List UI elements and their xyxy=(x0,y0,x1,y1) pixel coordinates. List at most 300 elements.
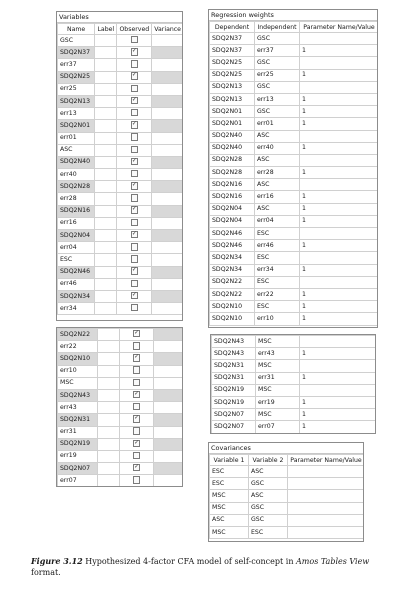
parameter-value-cell[interactable]: 1 xyxy=(300,396,377,408)
covariances-panel xyxy=(208,442,364,542)
variance-cell[interactable] xyxy=(152,47,183,59)
regression-row[interactable] xyxy=(210,240,379,252)
variables-panel xyxy=(56,11,183,321)
variable-label[interactable] xyxy=(95,156,117,168)
variable-row[interactable] xyxy=(58,205,184,217)
variance-cell[interactable] xyxy=(154,329,184,341)
regression-row[interactable] xyxy=(210,167,379,179)
dependent-cell: SDQ2N13 xyxy=(210,81,255,93)
observed-checkbox[interactable] xyxy=(131,255,139,263)
variable-row[interactable] xyxy=(58,414,184,426)
variable-label[interactable] xyxy=(95,254,117,266)
parameter-value-cell[interactable] xyxy=(300,252,379,264)
col-dependent-header[interactable]: Dependent xyxy=(210,22,255,33)
variable-row[interactable] xyxy=(58,59,184,71)
variance-cell[interactable] xyxy=(154,450,184,462)
observed-cell xyxy=(117,217,152,229)
parameter-value-cell[interactable]: 1 xyxy=(300,240,379,252)
observed-checkbox[interactable] xyxy=(131,304,139,312)
variance-cell[interactable] xyxy=(152,71,183,83)
regression-row[interactable] xyxy=(210,313,379,325)
variable-label[interactable] xyxy=(95,303,117,315)
variable-row[interactable] xyxy=(58,254,184,266)
regression-row[interactable] xyxy=(210,191,379,203)
variable-row[interactable] xyxy=(58,475,184,487)
cov-parameter-cell[interactable] xyxy=(288,526,365,538)
regression-row[interactable] xyxy=(210,179,379,191)
observed-checkbox[interactable] xyxy=(131,194,139,202)
observed-checkbox[interactable] xyxy=(131,60,139,68)
variable-row[interactable] xyxy=(58,71,184,83)
cov-parameter-cell[interactable] xyxy=(288,490,365,502)
regression-row[interactable] xyxy=(210,106,379,118)
dependent-cell: SDQ2N40 xyxy=(210,130,255,142)
independent-cell: GSC xyxy=(255,57,300,69)
regression-row[interactable] xyxy=(210,142,379,154)
observed-cell xyxy=(120,426,154,438)
variance-cell[interactable] xyxy=(154,475,184,487)
variable-name: ASC xyxy=(58,144,95,156)
variable-label[interactable] xyxy=(95,181,117,193)
variable-name: err01 xyxy=(58,132,95,144)
parameter-value-cell[interactable]: 1 xyxy=(300,191,379,203)
regression-row[interactable] xyxy=(210,130,379,142)
regression-row[interactable] xyxy=(210,215,379,227)
variable-row[interactable] xyxy=(58,463,184,475)
cov-parameter-cell[interactable] xyxy=(288,478,365,490)
variance-cell[interactable] xyxy=(154,426,184,438)
independent-cell: MSC xyxy=(256,360,300,372)
variance-cell[interactable] xyxy=(154,463,184,475)
variable-label[interactable] xyxy=(95,169,117,181)
variable-name: err19 xyxy=(58,450,98,462)
variable-name: SDQ2N16 xyxy=(58,205,95,217)
observed-checkbox-checked[interactable]: ✓ xyxy=(134,439,139,446)
covariance-row[interactable] xyxy=(210,502,365,514)
parameter-value-cell[interactable] xyxy=(300,276,379,288)
variance-cell[interactable] xyxy=(152,290,183,302)
variance-cell[interactable] xyxy=(152,120,183,132)
observed-cell xyxy=(117,290,152,302)
observed-checkbox-checked[interactable]: ✓ xyxy=(132,121,137,128)
independent-cell: ASC xyxy=(255,154,300,166)
regression-row[interactable] xyxy=(210,264,379,276)
observed-cell xyxy=(117,47,152,59)
variable-name: MSC xyxy=(58,377,98,389)
variable-label[interactable] xyxy=(95,132,117,144)
regression-weights-panel xyxy=(208,9,378,328)
variable-label[interactable] xyxy=(98,402,120,414)
variance-cell[interactable] xyxy=(152,217,183,229)
variance-cell[interactable] xyxy=(152,303,183,315)
observed-checkbox-checked[interactable]: ✓ xyxy=(134,390,139,397)
parameter-value-cell[interactable]: 1 xyxy=(300,69,379,81)
variable1-cell: ASC xyxy=(210,514,249,526)
col-label-header[interactable]: Label xyxy=(95,24,117,35)
independent-cell: err01 xyxy=(255,118,300,130)
variable-label[interactable] xyxy=(98,438,120,450)
variable-label[interactable] xyxy=(98,389,120,401)
regression-row[interactable] xyxy=(210,118,379,130)
regression-row[interactable] xyxy=(212,421,377,433)
observed-checkbox-checked[interactable]: ✓ xyxy=(134,463,139,470)
variable-label[interactable] xyxy=(95,278,117,290)
parameter-value-cell[interactable]: 1 xyxy=(300,215,379,227)
parameter-value-cell[interactable]: 1 xyxy=(300,93,379,105)
variance-cell[interactable] xyxy=(154,365,184,377)
variance-cell[interactable] xyxy=(152,95,183,107)
dependent-cell: SDQ2N46 xyxy=(210,228,255,240)
col-variable2-header[interactable]: Variable 2 xyxy=(249,455,288,466)
variable2-cell: ASC xyxy=(249,466,288,478)
variable-label[interactable] xyxy=(98,377,120,389)
dependent-cell: SDQ2N25 xyxy=(210,69,255,81)
variable-label[interactable] xyxy=(95,266,117,278)
variance-cell[interactable] xyxy=(154,402,184,414)
covariance-row[interactable] xyxy=(210,514,365,526)
observed-checkbox[interactable] xyxy=(133,379,141,387)
regression-row[interactable] xyxy=(212,360,377,372)
parameter-value-cell[interactable]: 1 xyxy=(300,288,379,300)
variable-name: SDQ2N28 xyxy=(58,181,95,193)
covariance-row[interactable] xyxy=(210,466,365,478)
parameter-value-cell[interactable]: 1 xyxy=(300,118,379,130)
parameter-value-cell[interactable]: 1 xyxy=(300,45,379,57)
variable-row[interactable] xyxy=(58,377,184,389)
observed-checkbox[interactable] xyxy=(131,243,139,251)
col-variance-header[interactable]: Variance xyxy=(152,24,183,35)
variance-cell[interactable] xyxy=(154,353,184,365)
variance-cell[interactable] xyxy=(152,242,183,254)
observed-checkbox-checked[interactable]: ✓ xyxy=(134,329,139,336)
variable-label[interactable] xyxy=(98,365,120,377)
covariance-row[interactable] xyxy=(210,490,365,502)
observed-checkbox-checked[interactable]: ✓ xyxy=(132,157,137,164)
variable-name: SDQ2N43 xyxy=(58,389,98,401)
parameter-value-cell[interactable] xyxy=(300,154,379,166)
col-name-header[interactable]: Name xyxy=(58,24,95,35)
observed-cell xyxy=(117,132,152,144)
observed-checkbox-checked[interactable]: ✓ xyxy=(132,182,137,189)
variance-cell[interactable] xyxy=(152,169,183,181)
variable-label[interactable] xyxy=(98,450,120,462)
regression-row[interactable] xyxy=(210,228,379,240)
cov-parameter-cell[interactable] xyxy=(288,466,365,478)
col-observed-header[interactable]: Observed xyxy=(117,24,152,35)
observed-checkbox[interactable] xyxy=(131,133,139,141)
parameter-value-cell[interactable] xyxy=(300,130,379,142)
variable-label[interactable] xyxy=(98,463,120,475)
parameter-value-cell[interactable] xyxy=(300,228,379,240)
regression-row[interactable] xyxy=(210,33,379,45)
variables-table xyxy=(57,23,183,315)
regression-row[interactable] xyxy=(210,276,379,288)
variable-row[interactable] xyxy=(58,365,184,377)
observed-checkbox-checked[interactable]: ✓ xyxy=(134,415,139,422)
dependent-cell: SDQ2N28 xyxy=(210,154,255,166)
independent-cell: err40 xyxy=(255,142,300,154)
variable-label[interactable] xyxy=(95,59,117,71)
parameter-value-cell[interactable]: 1 xyxy=(300,348,377,360)
regression-row[interactable] xyxy=(210,45,379,57)
variable-name: err25 xyxy=(58,83,95,95)
covariance-row[interactable] xyxy=(210,478,365,490)
observed-checkbox[interactable] xyxy=(133,476,141,484)
variable-row[interactable] xyxy=(58,217,184,229)
variable-row[interactable] xyxy=(58,438,184,450)
variance-cell[interactable] xyxy=(152,156,183,168)
observed-cell xyxy=(120,341,154,353)
dependent-cell: SDQ2N28 xyxy=(210,167,255,179)
variable2-cell: ASC xyxy=(249,490,288,502)
col-variable1-header[interactable]: Variable 1 xyxy=(210,455,249,466)
observed-cell xyxy=(117,95,152,107)
variable-label[interactable] xyxy=(95,120,117,132)
variable-name: SDQ2N34 xyxy=(58,290,95,302)
variance-cell[interactable] xyxy=(154,341,184,353)
variable-name: err07 xyxy=(58,475,98,487)
independent-cell: err37 xyxy=(255,45,300,57)
observed-checkbox-checked[interactable]: ✓ xyxy=(132,96,137,103)
variable1-cell: ESC xyxy=(210,478,249,490)
observed-cell xyxy=(117,254,152,266)
col-cov-parameter-header[interactable]: Parameter Name/Value xyxy=(288,455,365,466)
independent-cell: err04 xyxy=(255,215,300,227)
variance-cell[interactable] xyxy=(152,144,183,156)
independent-cell: err16 xyxy=(255,191,300,203)
parameter-value-cell[interactable]: 1 xyxy=(300,372,377,384)
variable-row[interactable] xyxy=(58,156,184,168)
variance-cell[interactable] xyxy=(152,254,183,266)
variable-row[interactable] xyxy=(58,341,184,353)
parameter-value-cell[interactable]: 1 xyxy=(300,142,379,154)
variable-row[interactable] xyxy=(58,402,184,414)
independent-cell: ASC xyxy=(255,130,300,142)
variable-label[interactable] xyxy=(98,329,120,341)
dependent-cell: SDQ2N07 xyxy=(212,421,256,433)
observed-cell xyxy=(117,156,152,168)
observed-cell xyxy=(120,389,154,401)
parameter-value-cell[interactable] xyxy=(300,360,377,372)
variable-row[interactable] xyxy=(58,426,184,438)
variable2-cell: GSC xyxy=(249,514,288,526)
independent-cell: err19 xyxy=(256,396,300,408)
independent-cell: GSC xyxy=(255,106,300,118)
variable-row[interactable] xyxy=(58,83,184,95)
variable-row[interactable] xyxy=(58,303,184,315)
variance-cell[interactable] xyxy=(152,181,183,193)
regression-row[interactable] xyxy=(212,372,377,384)
variable-name: SDQ2N19 xyxy=(58,438,98,450)
observed-cell xyxy=(117,169,152,181)
observed-checkbox-checked[interactable]: ✓ xyxy=(134,354,139,361)
col-independent-header[interactable]: Independent xyxy=(255,22,300,33)
independent-cell: err25 xyxy=(255,69,300,81)
parameter-value-cell[interactable]: 1 xyxy=(300,301,379,313)
variable-label[interactable] xyxy=(95,144,117,156)
variance-cell[interactable] xyxy=(152,35,183,47)
covariance-row[interactable] xyxy=(210,526,365,538)
independent-cell: MSC xyxy=(256,384,300,396)
variance-cell[interactable] xyxy=(154,438,184,450)
parameter-value-cell[interactable] xyxy=(300,336,377,348)
variable-row[interactable] xyxy=(58,353,184,365)
variable-row[interactable] xyxy=(58,132,184,144)
regression-row[interactable] xyxy=(210,288,379,300)
variable-row[interactable] xyxy=(58,95,184,107)
variable-label[interactable] xyxy=(95,35,117,47)
regression-row[interactable] xyxy=(210,203,379,215)
variable-label[interactable] xyxy=(95,290,117,302)
variable-row[interactable] xyxy=(58,230,184,242)
observed-checkbox[interactable] xyxy=(133,342,141,350)
variance-cell[interactable] xyxy=(152,230,183,242)
variable-name: err46 xyxy=(58,278,95,290)
parameter-value-cell[interactable] xyxy=(300,57,379,69)
regression-row[interactable] xyxy=(212,336,377,348)
variable-label[interactable] xyxy=(98,426,120,438)
variance-cell[interactable] xyxy=(152,193,183,205)
parameter-value-cell[interactable] xyxy=(300,33,379,45)
observed-cell xyxy=(120,402,154,414)
observed-checkbox[interactable] xyxy=(133,452,141,460)
variable-label[interactable] xyxy=(95,242,117,254)
observed-cell xyxy=(117,59,152,71)
variable-label[interactable] xyxy=(98,414,120,426)
observed-checkbox[interactable] xyxy=(133,403,141,411)
parameter-value-cell[interactable]: 1 xyxy=(300,313,379,325)
regression-row[interactable] xyxy=(210,301,379,313)
variable-row[interactable] xyxy=(58,169,184,181)
regression-row[interactable] xyxy=(212,396,377,408)
observed-cell xyxy=(117,278,152,290)
observed-cell xyxy=(117,242,152,254)
variable-row[interactable] xyxy=(58,242,184,254)
variable-label[interactable] xyxy=(95,193,117,205)
observed-checkbox[interactable] xyxy=(131,109,139,117)
variance-cell[interactable] xyxy=(152,83,183,95)
variance-cell[interactable] xyxy=(152,132,183,144)
observed-checkbox[interactable] xyxy=(131,170,139,178)
variance-cell[interactable] xyxy=(152,205,183,217)
observed-checkbox[interactable] xyxy=(131,219,139,227)
variable-label[interactable] xyxy=(98,341,120,353)
variable-row[interactable] xyxy=(58,290,184,302)
variable-label[interactable] xyxy=(95,230,117,242)
parameter-value-cell[interactable] xyxy=(300,81,379,93)
figure-caption xyxy=(31,556,401,578)
variable-label[interactable] xyxy=(95,217,117,229)
variable-label[interactable] xyxy=(95,47,117,59)
observed-checkbox-checked[interactable]: ✓ xyxy=(132,267,137,274)
parameter-value-cell[interactable] xyxy=(300,384,377,396)
variable-name: err43 xyxy=(58,402,98,414)
variable-label[interactable] xyxy=(95,95,117,107)
variable-row[interactable] xyxy=(58,193,184,205)
cov-parameter-cell[interactable] xyxy=(288,514,365,526)
dependent-cell: SDQ2N16 xyxy=(210,179,255,191)
variable-label[interactable] xyxy=(95,83,117,95)
variable-row[interactable] xyxy=(58,120,184,132)
variable-row[interactable] xyxy=(58,181,184,193)
observed-checkbox-checked[interactable]: ✓ xyxy=(132,72,137,79)
observed-cell xyxy=(117,193,152,205)
observed-checkbox[interactable] xyxy=(133,427,141,435)
regression-row[interactable] xyxy=(212,384,377,396)
observed-cell xyxy=(117,181,152,193)
regression-row[interactable] xyxy=(212,409,377,421)
col-parameter-header[interactable]: Parameter Name/Value xyxy=(300,22,379,33)
observed-checkbox[interactable] xyxy=(131,85,139,93)
regression-row[interactable] xyxy=(210,93,379,105)
variance-cell[interactable] xyxy=(154,414,184,426)
variance-cell[interactable] xyxy=(152,108,183,120)
variance-cell[interactable] xyxy=(152,278,183,290)
variable-row[interactable] xyxy=(58,47,184,59)
regression-row[interactable] xyxy=(210,81,379,93)
variance-cell[interactable] xyxy=(154,389,184,401)
observed-checkbox[interactable] xyxy=(131,280,139,288)
variable-name: err13 xyxy=(58,108,95,120)
regression-row[interactable] xyxy=(210,154,379,166)
parameter-value-cell[interactable]: 1 xyxy=(300,203,379,215)
variable2-cell: ESC xyxy=(249,526,288,538)
variable-row[interactable] xyxy=(58,329,184,341)
parameter-value-cell[interactable]: 1 xyxy=(300,264,379,276)
variance-cell[interactable] xyxy=(152,266,183,278)
figure-number: Figure 3.12 xyxy=(31,556,83,566)
variable-row[interactable] xyxy=(58,450,184,462)
observed-checkbox[interactable] xyxy=(131,36,139,44)
variable-label[interactable] xyxy=(95,205,117,217)
regression-header-row xyxy=(210,22,379,33)
variable-label[interactable] xyxy=(98,475,120,487)
observed-checkbox-checked[interactable]: ✓ xyxy=(132,230,137,237)
regression-row[interactable] xyxy=(210,57,379,69)
variable-row[interactable] xyxy=(58,266,184,278)
regression-row[interactable] xyxy=(210,69,379,81)
variable-row[interactable] xyxy=(58,35,184,47)
observed-checkbox[interactable] xyxy=(131,146,139,154)
variance-cell[interactable] xyxy=(152,59,183,71)
parameter-value-cell[interactable]: 1 xyxy=(300,421,377,433)
variable-row[interactable] xyxy=(58,108,184,120)
variable-label[interactable] xyxy=(98,353,120,365)
parameter-value-cell[interactable] xyxy=(300,179,379,191)
variable-row[interactable] xyxy=(58,278,184,290)
variable-label[interactable] xyxy=(95,108,117,120)
observed-checkbox-checked[interactable]: ✓ xyxy=(132,48,137,55)
parameter-value-cell[interactable]: 1 xyxy=(300,167,379,179)
variable-row[interactable] xyxy=(58,389,184,401)
observed-cell xyxy=(120,450,154,462)
variable-name: SDQ2N22 xyxy=(58,329,98,341)
parameter-value-cell[interactable]: 1 xyxy=(300,409,377,421)
parameter-value-cell[interactable]: 1 xyxy=(300,106,379,118)
variable-row[interactable] xyxy=(58,144,184,156)
regression-row[interactable] xyxy=(212,348,377,360)
regression-row[interactable] xyxy=(210,252,379,264)
variable-label[interactable] xyxy=(95,71,117,83)
independent-cell: err07 xyxy=(256,421,300,433)
regression-weights-title: Regression weights xyxy=(209,10,377,21)
cov-parameter-cell[interactable] xyxy=(288,502,365,514)
observed-checkbox-checked[interactable]: ✓ xyxy=(132,206,137,213)
variance-cell[interactable] xyxy=(154,377,184,389)
observed-cell xyxy=(117,83,152,95)
observed-checkbox-checked[interactable]: ✓ xyxy=(132,291,137,298)
observed-checkbox[interactable] xyxy=(133,366,141,374)
